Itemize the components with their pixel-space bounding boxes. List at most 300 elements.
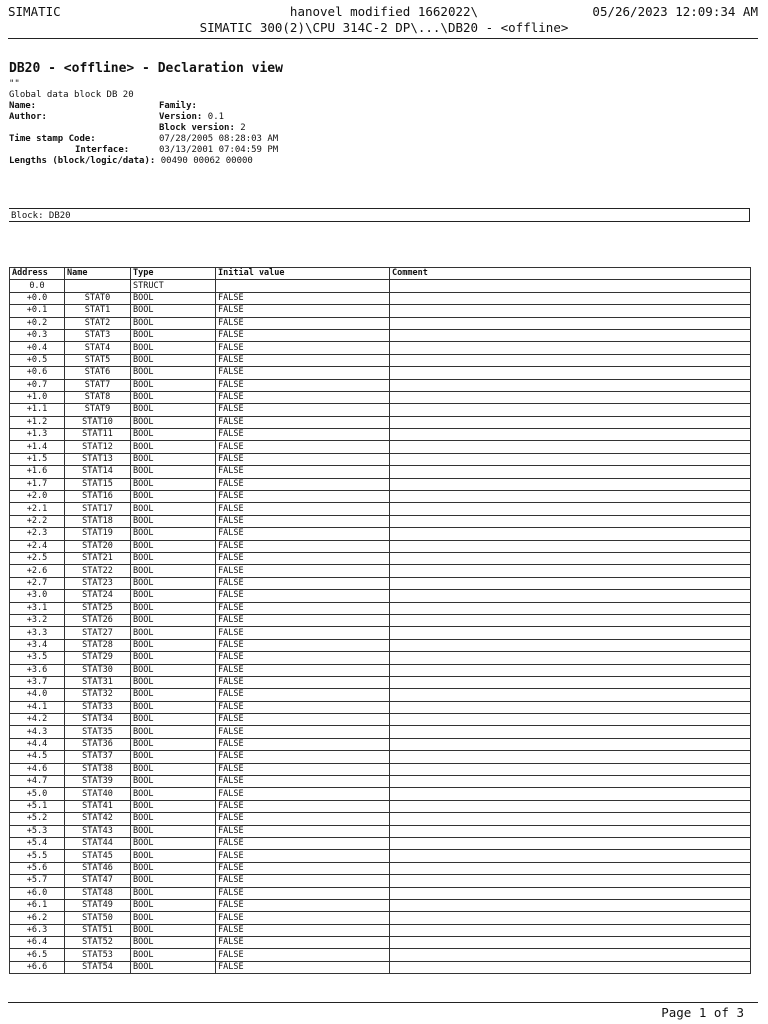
table-row xyxy=(10,577,751,589)
type-cell: BOOL xyxy=(131,776,216,788)
name-cell: STAT50 xyxy=(65,912,131,924)
initial-value-cell: FALSE xyxy=(216,602,390,614)
table-row xyxy=(10,751,751,763)
type-cell: BOOL xyxy=(131,602,216,614)
lengths-label: Lengths (block/logic/data): xyxy=(9,156,156,166)
name-cell: STAT26 xyxy=(65,614,131,626)
address-cell: +2.5 xyxy=(10,552,65,564)
comment-cell xyxy=(390,825,751,837)
table-row xyxy=(10,701,751,713)
initial-value-cell: FALSE xyxy=(216,825,390,837)
address-cell: +2.7 xyxy=(10,577,65,589)
timestamp-interface-value: 03/13/2001 07:04:59 PM xyxy=(159,145,279,155)
name-cell: STAT47 xyxy=(65,875,131,887)
name-cell: STAT33 xyxy=(65,701,131,713)
address-cell: +0.5 xyxy=(10,354,65,366)
type-cell: BOOL xyxy=(131,540,216,552)
name-cell: STAT16 xyxy=(65,491,131,503)
address-cell: +2.2 xyxy=(10,515,65,527)
name-cell: STAT44 xyxy=(65,837,131,849)
table-row xyxy=(10,788,751,800)
column-header-address: Address xyxy=(10,268,65,280)
address-cell: +4.1 xyxy=(10,701,65,713)
type-cell: BOOL xyxy=(131,862,216,874)
name-cell: STAT48 xyxy=(65,887,131,899)
name-cell: STAT29 xyxy=(65,652,131,664)
table-row xyxy=(10,503,751,515)
name-cell: STAT1 xyxy=(65,305,131,317)
comment-cell xyxy=(390,751,751,763)
name-cell: STAT32 xyxy=(65,689,131,701)
table-row xyxy=(10,875,751,887)
initial-value-cell: FALSE xyxy=(216,850,390,862)
initial-value-cell: FALSE xyxy=(216,912,390,924)
name-cell: STAT18 xyxy=(65,515,131,527)
column-header-type: Type xyxy=(131,268,216,280)
name-cell: STAT38 xyxy=(65,763,131,775)
initial-value-cell: FALSE xyxy=(216,342,390,354)
initial-value-cell: FALSE xyxy=(216,503,390,515)
type-cell: BOOL xyxy=(131,305,216,317)
type-cell: BOOL xyxy=(131,478,216,490)
block-description: Global data block DB 20 xyxy=(9,90,134,100)
table-row xyxy=(10,937,751,949)
version-label: Version: xyxy=(159,112,203,122)
name-cell: STAT12 xyxy=(65,441,131,453)
initial-value-cell: FALSE xyxy=(216,317,390,329)
table-row xyxy=(10,614,751,626)
comment-cell xyxy=(390,441,751,453)
address-cell: +6.6 xyxy=(10,961,65,973)
initial-value-cell: FALSE xyxy=(216,949,390,961)
table-row xyxy=(10,441,751,453)
family-label: Family: xyxy=(159,101,197,111)
table-row xyxy=(10,354,751,366)
comment-cell xyxy=(390,342,751,354)
table-row xyxy=(10,862,751,874)
comment-cell xyxy=(390,726,751,738)
comment-cell xyxy=(390,614,751,626)
table-row xyxy=(10,280,751,292)
initial-value-cell xyxy=(216,280,390,292)
page-number: Page 1 of 3 xyxy=(661,1005,744,1020)
table-row xyxy=(10,689,751,701)
header-divider xyxy=(8,38,758,39)
type-cell: BOOL xyxy=(131,813,216,825)
initial-value-cell: FALSE xyxy=(216,478,390,490)
comment-cell xyxy=(390,776,751,788)
comment-cell xyxy=(390,664,751,676)
table-row xyxy=(10,726,751,738)
initial-value-cell: FALSE xyxy=(216,354,390,366)
type-cell: BOOL xyxy=(131,565,216,577)
comment-cell xyxy=(390,466,751,478)
type-cell: BOOL xyxy=(131,329,216,341)
comment-cell xyxy=(390,515,751,527)
block-version-label: Block version: xyxy=(159,123,235,133)
comment-cell xyxy=(390,627,751,639)
address-cell: +5.3 xyxy=(10,825,65,837)
name-cell: STAT7 xyxy=(65,379,131,391)
header-left-label: SIMATIC xyxy=(8,4,61,19)
name-cell: STAT42 xyxy=(65,813,131,825)
address-cell: +4.3 xyxy=(10,726,65,738)
block-label-box xyxy=(9,208,750,222)
comment-cell xyxy=(390,701,751,713)
comment-cell xyxy=(390,652,751,664)
table-row xyxy=(10,329,751,341)
address-cell: +3.3 xyxy=(10,627,65,639)
name-cell: STAT25 xyxy=(65,602,131,614)
table-row xyxy=(10,850,751,862)
initial-value-cell: FALSE xyxy=(216,664,390,676)
comment-cell xyxy=(390,317,751,329)
table-row xyxy=(10,776,751,788)
header-project-name: hanovel modified 1662022\ xyxy=(289,4,479,19)
address-cell: +0.4 xyxy=(10,342,65,354)
table-row xyxy=(10,540,751,552)
name-cell: STAT39 xyxy=(65,776,131,788)
name-cell: STAT30 xyxy=(65,664,131,676)
name-cell: STAT54 xyxy=(65,961,131,973)
comment-cell xyxy=(390,912,751,924)
comment-cell xyxy=(390,528,751,540)
initial-value-cell: FALSE xyxy=(216,379,390,391)
name-cell: STAT2 xyxy=(65,317,131,329)
table-row xyxy=(10,825,751,837)
table-row xyxy=(10,478,751,490)
table-row xyxy=(10,912,751,924)
comment-cell xyxy=(390,552,751,564)
initial-value-cell: FALSE xyxy=(216,453,390,465)
address-cell: +6.1 xyxy=(10,899,65,911)
name-cell: STAT17 xyxy=(65,503,131,515)
comment-cell xyxy=(390,738,751,750)
type-cell: BOOL xyxy=(131,342,216,354)
comment-cell xyxy=(390,280,751,292)
name-cell: STAT41 xyxy=(65,800,131,812)
type-cell: BOOL xyxy=(131,577,216,589)
type-cell: BOOL xyxy=(131,614,216,626)
address-cell: +5.1 xyxy=(10,800,65,812)
header-block-path: SIMATIC 300(2)\CPU 314C-2 DP\...\DB20 - <offline> xyxy=(199,20,569,35)
initial-value-cell: FALSE xyxy=(216,837,390,849)
comment-cell xyxy=(390,329,751,341)
type-cell: BOOL xyxy=(131,552,216,564)
address-cell: +2.1 xyxy=(10,503,65,515)
table-row xyxy=(10,639,751,651)
type-cell: BOOL xyxy=(131,367,216,379)
name-cell: STAT46 xyxy=(65,862,131,874)
table-row xyxy=(10,627,751,639)
author-label: Author: xyxy=(9,112,47,122)
table-row xyxy=(10,528,751,540)
address-cell: +4.4 xyxy=(10,738,65,750)
table-row xyxy=(10,813,751,825)
type-cell: BOOL xyxy=(131,751,216,763)
version-value: 0.1 xyxy=(207,112,225,122)
table-row xyxy=(10,664,751,676)
timestamp-code-value: 07/28/2005 08:28:03 AM xyxy=(159,134,279,144)
name-cell: STAT20 xyxy=(65,540,131,552)
type-cell: BOOL xyxy=(131,528,216,540)
initial-value-cell: FALSE xyxy=(216,899,390,911)
table-row xyxy=(10,379,751,391)
type-cell: BOOL xyxy=(131,949,216,961)
comment-cell xyxy=(390,689,751,701)
table-row xyxy=(10,391,751,403)
comment-cell xyxy=(390,391,751,403)
block-label: Block: DB20 xyxy=(11,211,71,221)
name-cell: STAT8 xyxy=(65,391,131,403)
table-row xyxy=(10,676,751,688)
name-cell: STAT45 xyxy=(65,850,131,862)
comment-cell xyxy=(390,788,751,800)
quotes-text: "" xyxy=(9,79,20,89)
address-cell: +1.7 xyxy=(10,478,65,490)
type-cell: BOOL xyxy=(131,317,216,329)
name-cell xyxy=(65,280,131,292)
address-cell: +1.1 xyxy=(10,404,65,416)
initial-value-cell: FALSE xyxy=(216,590,390,602)
table-row xyxy=(10,491,751,503)
type-cell: BOOL xyxy=(131,763,216,775)
address-cell: +3.6 xyxy=(10,664,65,676)
name-cell: STAT49 xyxy=(65,899,131,911)
table-row xyxy=(10,652,751,664)
name-cell: STAT37 xyxy=(65,751,131,763)
comment-cell xyxy=(390,862,751,874)
comment-cell xyxy=(390,590,751,602)
page-title: DB20 - <offline> - Declaration view xyxy=(9,61,283,76)
name-cell: STAT22 xyxy=(65,565,131,577)
address-cell: +1.0 xyxy=(10,391,65,403)
header-timestamp: 05/26/2023 12:09:34 AM xyxy=(592,4,758,19)
address-cell: +2.6 xyxy=(10,565,65,577)
initial-value-cell: FALSE xyxy=(216,788,390,800)
table-row xyxy=(10,602,751,614)
table-row xyxy=(10,949,751,961)
type-cell: BOOL xyxy=(131,652,216,664)
address-cell: +0.7 xyxy=(10,379,65,391)
comment-cell xyxy=(390,837,751,849)
type-cell: BOOL xyxy=(131,887,216,899)
table-row xyxy=(10,837,751,849)
type-cell: BOOL xyxy=(131,292,216,304)
type-cell: BOOL xyxy=(131,875,216,887)
comment-cell xyxy=(390,887,751,899)
address-cell: 0.0 xyxy=(10,280,65,292)
type-cell: BOOL xyxy=(131,912,216,924)
address-cell: +6.5 xyxy=(10,949,65,961)
type-cell: BOOL xyxy=(131,738,216,750)
address-cell: +3.5 xyxy=(10,652,65,664)
type-cell: BOOL xyxy=(131,676,216,688)
table-row xyxy=(10,565,751,577)
address-cell: +5.0 xyxy=(10,788,65,800)
initial-value-cell: FALSE xyxy=(216,577,390,589)
address-cell: +6.2 xyxy=(10,912,65,924)
name-cell: STAT53 xyxy=(65,949,131,961)
type-cell: BOOL xyxy=(131,416,216,428)
type-cell: BOOL xyxy=(131,590,216,602)
initial-value-cell: FALSE xyxy=(216,416,390,428)
comment-cell xyxy=(390,565,751,577)
type-cell: BOOL xyxy=(131,689,216,701)
initial-value-cell: FALSE xyxy=(216,639,390,651)
address-cell: +5.4 xyxy=(10,837,65,849)
comment-cell xyxy=(390,602,751,614)
comment-cell xyxy=(390,429,751,441)
comment-cell xyxy=(390,540,751,552)
table-row xyxy=(10,515,751,527)
comment-cell xyxy=(390,491,751,503)
initial-value-cell: FALSE xyxy=(216,515,390,527)
type-cell: BOOL xyxy=(131,503,216,515)
initial-value-cell: FALSE xyxy=(216,776,390,788)
address-cell: +0.6 xyxy=(10,367,65,379)
table-row xyxy=(10,292,751,304)
address-cell: +1.6 xyxy=(10,466,65,478)
type-cell: BOOL xyxy=(131,379,216,391)
initial-value-cell: FALSE xyxy=(216,813,390,825)
address-cell: +1.4 xyxy=(10,441,65,453)
address-cell: +1.5 xyxy=(10,453,65,465)
initial-value-cell: FALSE xyxy=(216,961,390,973)
address-cell: +5.2 xyxy=(10,813,65,825)
name-cell: STAT36 xyxy=(65,738,131,750)
table-row xyxy=(10,342,751,354)
initial-value-cell: FALSE xyxy=(216,676,390,688)
name-cell: STAT34 xyxy=(65,714,131,726)
comment-cell xyxy=(390,899,751,911)
type-cell: BOOL xyxy=(131,825,216,837)
address-cell: +5.7 xyxy=(10,875,65,887)
comment-cell xyxy=(390,292,751,304)
initial-value-cell: FALSE xyxy=(216,726,390,738)
name-cell: STAT23 xyxy=(65,577,131,589)
comment-cell xyxy=(390,577,751,589)
table-row xyxy=(10,961,751,973)
name-label: Name: xyxy=(9,101,37,111)
initial-value-cell: FALSE xyxy=(216,466,390,478)
name-cell: STAT0 xyxy=(65,292,131,304)
table-row xyxy=(10,404,751,416)
address-cell: +6.3 xyxy=(10,924,65,936)
table-row xyxy=(10,317,751,329)
type-cell: BOOL xyxy=(131,429,216,441)
comment-cell xyxy=(390,937,751,949)
comment-cell xyxy=(390,875,751,887)
initial-value-cell: FALSE xyxy=(216,887,390,899)
table-row xyxy=(10,466,751,478)
table-row xyxy=(10,552,751,564)
address-cell: +3.2 xyxy=(10,614,65,626)
initial-value-cell: FALSE xyxy=(216,565,390,577)
comment-cell xyxy=(390,949,751,961)
name-cell: STAT52 xyxy=(65,937,131,949)
type-cell: BOOL xyxy=(131,850,216,862)
comment-cell xyxy=(390,354,751,366)
lengths-value: 00490 00062 00000 xyxy=(160,156,253,166)
initial-value-cell: FALSE xyxy=(216,441,390,453)
address-cell: +0.2 xyxy=(10,317,65,329)
address-cell: +0.1 xyxy=(10,305,65,317)
table-row xyxy=(10,800,751,812)
type-cell: BOOL xyxy=(131,639,216,651)
initial-value-cell: FALSE xyxy=(216,391,390,403)
address-cell: +4.2 xyxy=(10,714,65,726)
comment-cell xyxy=(390,416,751,428)
table-row xyxy=(10,429,751,441)
table-row xyxy=(10,367,751,379)
type-cell: BOOL xyxy=(131,453,216,465)
address-cell: +0.0 xyxy=(10,292,65,304)
type-cell: BOOL xyxy=(131,441,216,453)
table-row xyxy=(10,738,751,750)
type-cell: BOOL xyxy=(131,714,216,726)
comment-cell xyxy=(390,800,751,812)
name-cell: STAT21 xyxy=(65,552,131,564)
table-header-row xyxy=(10,268,751,280)
comment-cell xyxy=(390,676,751,688)
type-cell: BOOL xyxy=(131,515,216,527)
comment-cell xyxy=(390,478,751,490)
comment-cell xyxy=(390,924,751,936)
initial-value-cell: FALSE xyxy=(216,627,390,639)
name-cell: STAT28 xyxy=(65,639,131,651)
comment-cell xyxy=(390,404,751,416)
initial-value-cell: FALSE xyxy=(216,429,390,441)
type-cell: BOOL xyxy=(131,627,216,639)
name-cell: STAT10 xyxy=(65,416,131,428)
address-cell: +1.3 xyxy=(10,429,65,441)
timestamp-code-label: Time stamp Code: xyxy=(9,134,96,144)
type-cell: BOOL xyxy=(131,466,216,478)
address-cell: +4.5 xyxy=(10,751,65,763)
initial-value-cell: FALSE xyxy=(216,292,390,304)
type-cell: BOOL xyxy=(131,404,216,416)
name-cell: STAT11 xyxy=(65,429,131,441)
type-cell: STRUCT xyxy=(131,280,216,292)
address-cell: +0.3 xyxy=(10,329,65,341)
comment-cell xyxy=(390,367,751,379)
table-row xyxy=(10,305,751,317)
table-row xyxy=(10,924,751,936)
initial-value-cell: FALSE xyxy=(216,491,390,503)
comment-cell xyxy=(390,453,751,465)
column-header-comment: Comment xyxy=(390,268,751,280)
initial-value-cell: FALSE xyxy=(216,714,390,726)
address-cell: +5.6 xyxy=(10,862,65,874)
initial-value-cell: FALSE xyxy=(216,701,390,713)
initial-value-cell: FALSE xyxy=(216,862,390,874)
name-cell: STAT51 xyxy=(65,924,131,936)
initial-value-cell: FALSE xyxy=(216,875,390,887)
name-cell: STAT13 xyxy=(65,453,131,465)
initial-value-cell: FALSE xyxy=(216,404,390,416)
address-cell: +4.0 xyxy=(10,689,65,701)
initial-value-cell: FALSE xyxy=(216,763,390,775)
table-row xyxy=(10,453,751,465)
address-cell: +3.1 xyxy=(10,602,65,614)
name-cell: STAT40 xyxy=(65,788,131,800)
comment-cell xyxy=(390,961,751,973)
initial-value-cell: FALSE xyxy=(216,689,390,701)
timestamp-interface-label: Interface: xyxy=(75,145,130,155)
initial-value-cell: FALSE xyxy=(216,652,390,664)
type-cell: BOOL xyxy=(131,961,216,973)
